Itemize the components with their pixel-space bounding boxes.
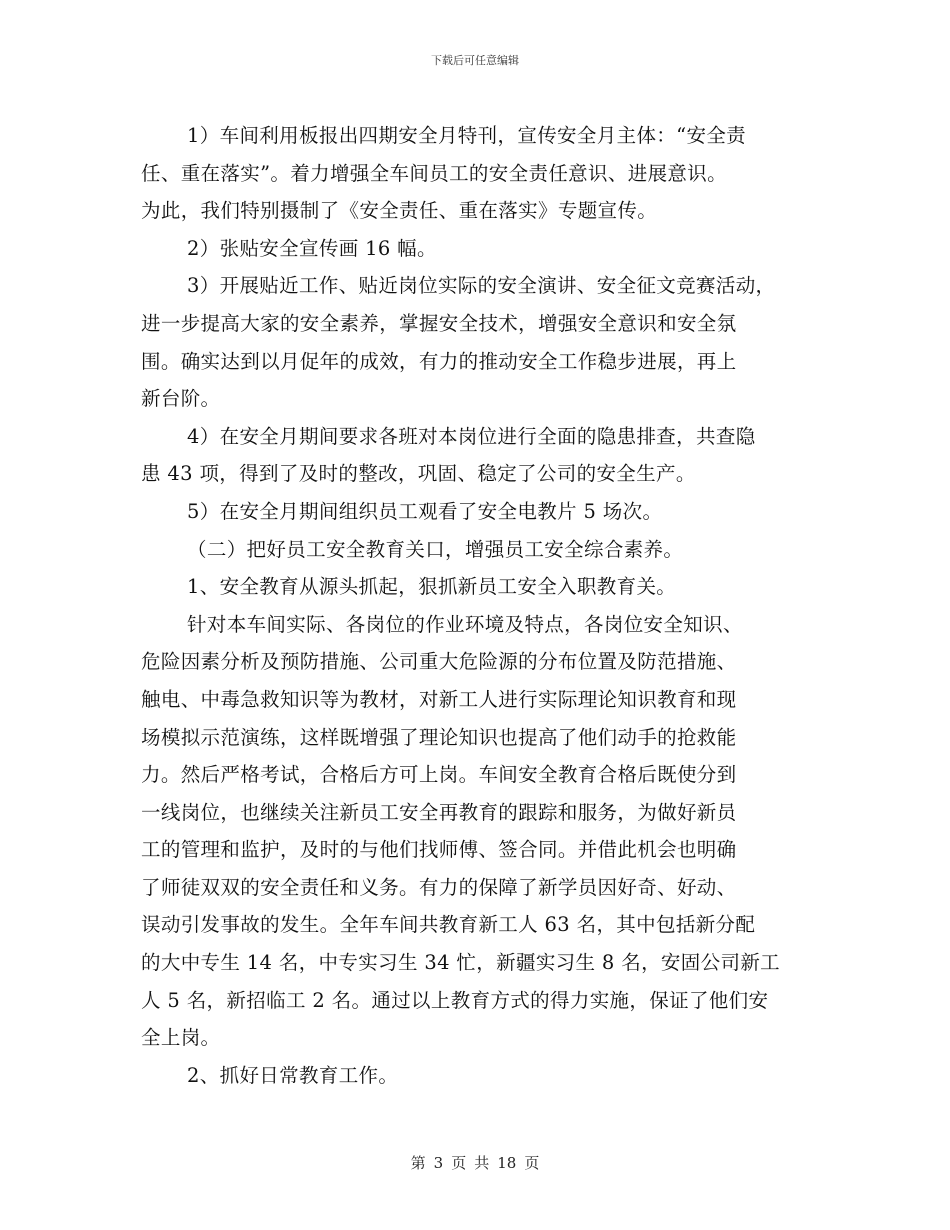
footer-total-pages: 18: [497, 1154, 517, 1172]
text-line: 围。确实达到以月促年的成效，有力的推动安全工作稳步进展，再上: [141, 349, 737, 373]
text-line: 工的管理和监护，及时的与他们找师傅、签合同。并借此机会也明确: [141, 838, 737, 862]
text-line: 触电、中毒急救知识等为教材，对新工人进行实际理论知识教育和现: [141, 687, 737, 711]
page-header: 下载后可任意编辑: [431, 54, 519, 67]
text-line: （二）把好员工安全教育关口，增强员工安全综合素养。: [187, 537, 684, 561]
footer-page-label: 页: [451, 1154, 467, 1172]
text-line: 新台阶。: [141, 387, 221, 411]
text-line: 任、重在落实”。着力增强全车间员工的安全责任意识、进展意识。: [141, 161, 727, 185]
text-line: 为此，我们特别摄制了《安全责任、重在落实》专题宣传。: [141, 199, 658, 223]
text-line: 5）在安全月期间组织员工观看了安全电教片 5 场次。: [187, 499, 663, 523]
text-line: 3）开展贴近工作、贴近岗位实际的安全演讲、安全征文竞赛活动，: [187, 274, 776, 298]
footer-page-number: 3: [433, 1154, 444, 1172]
footer-total-label: 共: [474, 1154, 490, 1172]
text-line: 人 5 名，新招临工 2 名。通过以上教育方式的得力实施，保证了他们安: [141, 988, 769, 1012]
text-line: 误动引发事故的发生。全年车间共教育新工人 63 名，其中包括新分配: [141, 913, 756, 937]
page-footer: [0, 1152, 950, 1173]
text-line: 针对本车间实际、各岗位的作业环境及特点，各岗位安全知识、: [187, 612, 743, 636]
document-body: [141, 117, 813, 1094]
text-line: 进一步提高大家的安全素养，掌握安全技术，增强安全意识和安全氛: [141, 311, 737, 335]
text-line: 的大中专生 14 名，中专实习生 34 忙，新疆实习生 8 名，安固公司新工: [141, 951, 781, 975]
text-line: 危险因素分析及预防措施、公司重大危险源的分布位置及防范措施、: [141, 650, 737, 674]
footer-suffix: 页: [524, 1154, 540, 1172]
text-line: 1、安全教育从源头抓起，狠抓新员工安全入职教育关。: [187, 575, 677, 599]
text-line: 患 43 项，得到了及时的整改，巩固、稳定了公司的安全生产。: [141, 462, 696, 486]
text-line: 2）张贴安全宣传画 16 幅。: [187, 236, 437, 260]
text-line: 力。然后严格考试，合格后方可上岗。车间安全教育合格后既使分到: [141, 763, 737, 787]
text-line: 一线岗位，也继续关注新员工安全再教育的跟踪和服务，为做好新员: [141, 800, 737, 824]
text-line: 1）车间利用板报出四期安全月特刊，宣传安全月主体：“安全责: [187, 124, 747, 147]
text-line: 了师徒双双的安全责任和义务。有力的保障了新学员因好奇、好动、: [141, 875, 737, 899]
text-line: 4）在安全月期间要求各班对本岗位进行全面的隐患排查，共查隐: [187, 424, 756, 448]
footer-prefix: 第: [410, 1154, 426, 1172]
text-line: 场模拟示范演练，这样既增强了理论知识也提高了他们动手的抢救能: [141, 725, 737, 749]
text-line: 全上岗。: [141, 1026, 221, 1050]
text-line: 2、抓好日常教育工作。: [187, 1063, 399, 1087]
